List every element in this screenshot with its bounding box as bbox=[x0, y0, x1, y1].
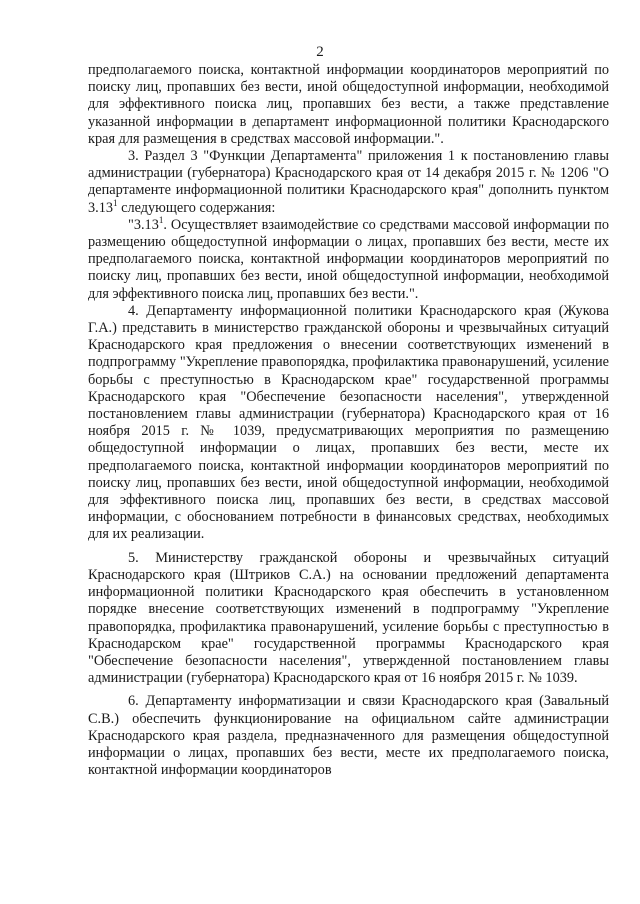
paragraph-item-3-text: 3. Раздел 3 "Функции Департамента" приложения 1 к постановлению главы администрации (губернатора) Краснодарского края от 14 декабря 2015 г. № 1206 "О департаменте информационной политики Краснодарского края" дополнить пунктом 3.13 bbox=[88, 148, 609, 216]
paragraph-item-3-13-tail: . Осуществляет взаимодействие со средствами массовой информации по размещению общедоступной информации о лицах, пропавших без вести, месте их предполагаемого поиска, контактной информации координаторов мероприятий по поиску лиц, пропавших без вести, иной общедоступной информации, необходимой для эффективного поиска лиц, пропавших без вести.". bbox=[88, 216, 609, 302]
paragraph-item-3-tail: следующего содержания: bbox=[117, 199, 276, 216]
paragraph-item-3-13 bbox=[88, 217, 609, 303]
page-number: 2 bbox=[316, 44, 324, 60]
paragraph-item-4: 4. Департаменту информационной политики Краснодарского края (Жукова Г.А.) представить в министерство гражданской обороны и чрезвычайных ситуаций Краснодарского края предложения о внесении соответствующих изменений в подпрограмму "Укрепление правопорядка, профилактика правонарушений, усиление борьбы с преступностью в Краснодарском крае" государственной программы Краснодарского края "Обеспечение безопасности населения", утвержденной постановлением главы администрации (губернатора) Краснодарского края от 16 ноября 2015 г. № 1039, предусматривающих мероприятия по размещению общедоступной информации о лицах, пропавших без вести, месте их предполагаемого поиска, контактной информации координаторов мероприятий по поиску лиц, пропавших без вести, иной общедоступной информации, необходимой для эффективного поиска лиц, пропавших без вести, в средствах массовой информации, с обоснованием потребности в финансовых средствах, необходимых для их реализации. bbox=[88, 302, 609, 543]
paragraph-item-5: 5. Министерству гражданской обороны и чрезвычайных ситуаций Краснодарского края (Штриков С.А.) на основании предложений департамента информационной политики Краснодарского края обеспечить в установленном порядке внесение соответствующих изменений в подпрограмму "Укрепление правопорядка, профилактика правонарушений, усиление борьбы с преступностью в Краснодарском крае" государственной программы Краснодарского края "Обеспечение безопасности населения", утвержденной постановлением главы администрации (губернатора) Краснодарского края от 16 ноября 2015 г. № 1039. bbox=[88, 549, 609, 687]
superscript-marker: 1 bbox=[113, 197, 118, 208]
superscript-marker: 1 bbox=[158, 215, 164, 226]
paragraph-item-3-13-text: "3.13 bbox=[128, 216, 159, 233]
paragraph-item-3 bbox=[88, 148, 609, 217]
paragraph-continuation: предполагаемого поиска, контактной информации координаторов мероприятий по поиску лиц, пропавших без вести, иной общедоступной информации, необходимой для эффективного поиска лиц, пропавших без вести, а также представление указанной информации в департамент информационной политики Краснодарского края для размещения в средствах массовой информации.". bbox=[88, 62, 609, 147]
document-body bbox=[88, 62, 609, 779]
paragraph-item-6: 6. Департаменту информатизации и связи Краснодарского края (Завальный С.В.) обеспечить функционирование на официальном сайте администрации Краснодарского края раздела, предназначенного для размещения общедоступной информации о лицах, пропавших без вести, месте их предполагаемого поиска, контактной информации координаторов bbox=[88, 693, 609, 779]
